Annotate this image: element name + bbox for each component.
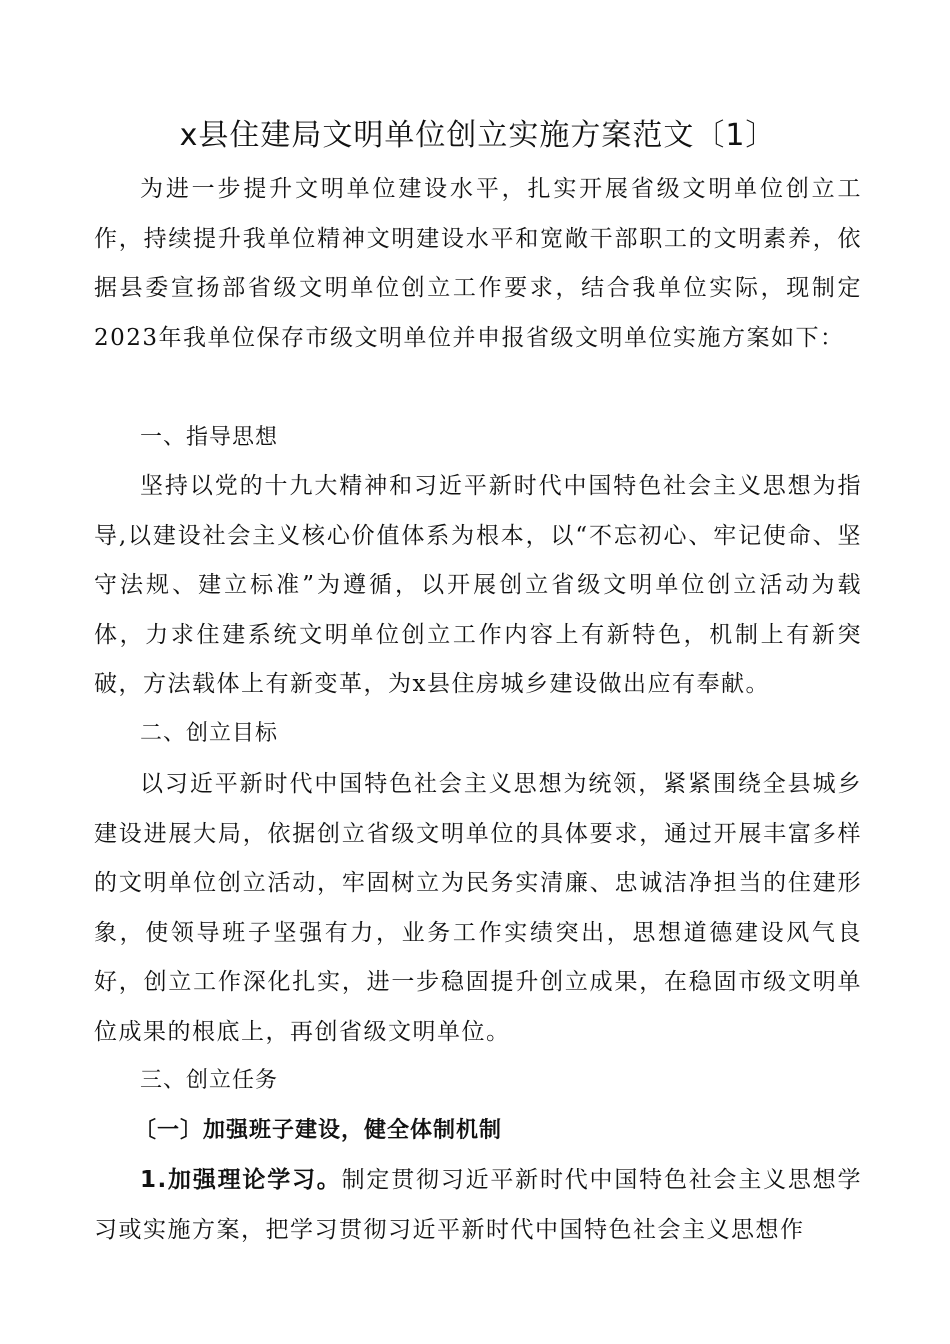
- section-heading-tasks: 三、创立任务: [140, 1068, 279, 1093]
- item-lead: 1.加强理论学习。: [140, 1167, 342, 1193]
- subsection-item-paragraph: [94, 1156, 862, 1255]
- subsection-heading: 〔一〕加强班子建设，健全体制机制: [134, 1118, 503, 1143]
- intro-paragraph: 为进一步提升文明单位建设水平，扎实开展省级文明单位创立工作，持续提升我单位精神文明建设水平和宽敞干部职工的文明素养，依据县委宣扬部省级文明单位创立工作要求，结合我单位实际，现制定2023年我单位保存市级文明单位并申报省级文明单位实施方案如下：: [94, 176, 862, 351]
- item-body: 制定贯彻习近平新时代中国特色社会主义思想学习或实施方案，把学习贯彻习近平新时代中国特色社会主义思想作: [94, 1167, 863, 1243]
- section-heading-guiding-thought: 一、指导思想: [140, 425, 279, 450]
- section-heading-goals: 二、创立目标: [140, 721, 279, 746]
- section-body-goals: 以习近平新时代中国特色社会主义思想为统领，紧紧围绕全县城乡建设进展大局，依据创立省级文明单位的具体要求，通过开展丰富多样的文明单位创立活动，牢固树立为民务实清廉、忠诚洁净担当的住建形象，使领导班子坚强有力，业务工作实绩突出，思想道德建设风气良好，创立工作深化扎实，进一步稳固提升创立成果，在稳固市级文明单位成果的根底上，再创省级文明单位。: [94, 771, 862, 1045]
- section-body-guiding-thought: 坚持以党的十九大精神和习近平新时代中国特色社会主义思想为指导,以建设社会主义核心价值体系为根本，以“不忘初心、牢记使命、坚守法规、建立标准”为遵循，以开展创立省级文明单位创立活动为载体，力求住建系统文明单位创立工作内容上有新特色，机制上有新突破，方法载体上有新变革，为x县住房城乡建设做出应有奉献。: [94, 473, 862, 697]
- document-title: x县住建局文明单位创立实施方案范文〔1〕: [179, 118, 777, 153]
